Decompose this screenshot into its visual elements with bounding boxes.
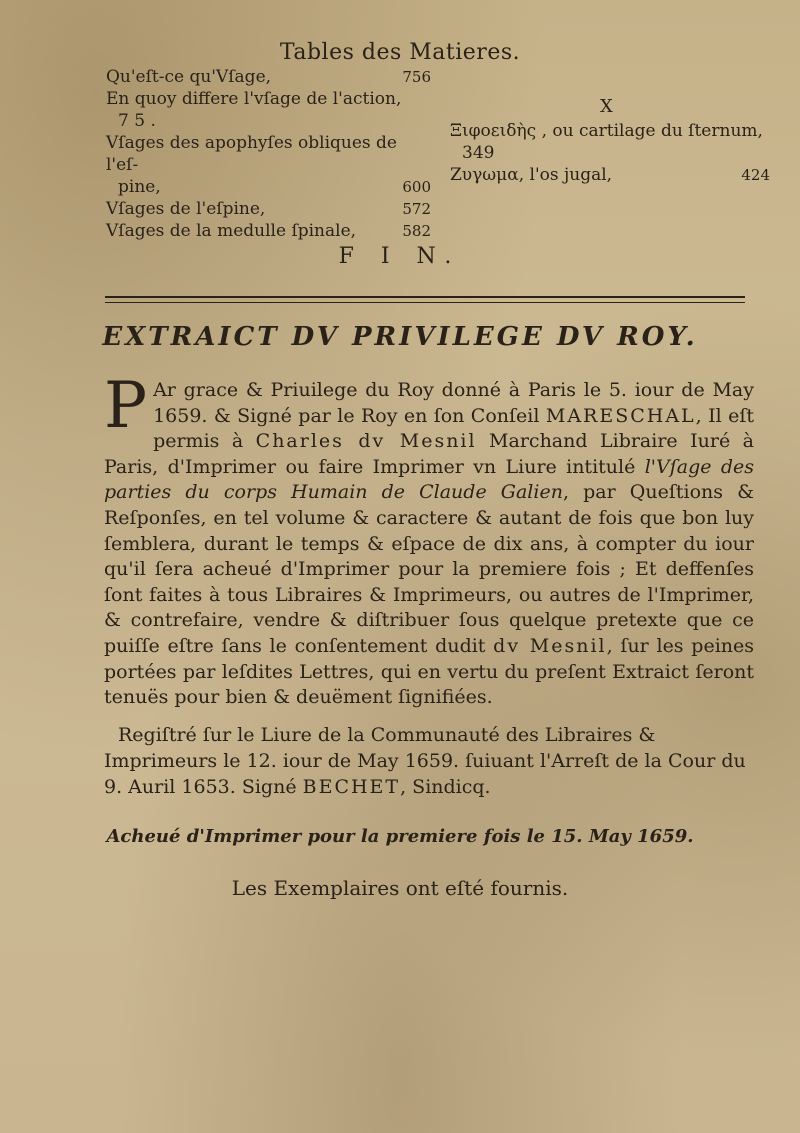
index-entry-page: 424 [741, 166, 770, 184]
copies-deposited-note: Les Exemplaires ont eſté fournis. [231, 876, 569, 900]
syndic-name: BECHET [302, 776, 401, 798]
index-entry-label: Qu'eſt-ce qu'Vſage, [106, 67, 272, 87]
index-entry-label: En quoy differe l'vſage de l'action, [106, 89, 402, 109]
index-entry [106, 176, 431, 198]
index-column-right [450, 96, 770, 186]
registration-text: Regiſtré ſur le Liure de la Communauté des Libraires & Imprimeurs le 12. iour de May 1659. ſuiuant l'Arreſt de la Cour du 9. Auril 1653. Signé [104, 724, 746, 798]
index-entry-page: 600 [402, 178, 431, 196]
index-entry-page: 756 [402, 68, 431, 86]
privilege-text: Ar grace & Priuilege du Roy donné à Paris le 5. iour de May 1659. & Signé par le Roy en ſon Conſeil [153, 379, 754, 427]
index-entry-label: 349 [462, 143, 495, 163]
privilege-text: , par Queſtions & Reſponſes, en tel volume & caractere & autant de fois que bon luy ſemblera, durant le temps & eſpace de dix ans, à compter du iour qu'il ſera acheué d'Imprimer pour la premiere fois ; Et deffenſes ſont faites à tous Libraires & Imprimeurs, ou autres de l'Imprimer, & contrefaire, vendre & diſtribuer ſous quelque pretexte que ce puiſſe eſtre ſans le conſentement dudit [104, 481, 755, 657]
index-entry-label: Ζυγωμα, l'os jugal, [450, 165, 613, 185]
divider-rule [105, 296, 745, 303]
privilege-paragraph [104, 369, 755, 711]
privilege-text: Marchand Libraire Iuré à Paris, d'Imprimer ou faire Imprimer vn Liure intitulé [104, 430, 754, 478]
publisher-name: Charles dv Mesnil [255, 430, 477, 453]
index-entry-page: 582 [402, 222, 431, 240]
privilege-text: , Il eſt permis à [153, 404, 754, 453]
privilege-title: EXTRAICT DV PRIVILEGE DV ROY. [102, 322, 698, 352]
publisher-name-short: dv Mesnil [493, 634, 607, 657]
index-entry-label: pine, [118, 177, 161, 197]
index-entry [106, 88, 431, 110]
index-entry [450, 142, 770, 164]
fin-heading: F I N. [338, 244, 462, 269]
index-entry-label: Vſages des apophyſes obliques de l'eſ- [106, 133, 397, 175]
index-entry-label: Ξιφοειδὴς , ou cartilage du ſternum, [450, 121, 763, 141]
index-entry-label: Vſages de la medulle ſpinale, [106, 221, 357, 241]
privilege-signer: MARESCHAL [545, 404, 696, 427]
index-letter: X [600, 96, 613, 117]
index-entry [106, 198, 431, 220]
index-entry [450, 164, 770, 186]
index-column-left [106, 66, 431, 242]
running-title: Tables des Matieres. [279, 40, 521, 65]
registration-paragraph [104, 722, 754, 800]
index-entry [106, 220, 431, 242]
printing-completed-note: Acheué d'Imprimer pour la premiere fois le 15. May 1659. [106, 826, 694, 847]
index-entry-label: 7 5 . [118, 111, 156, 131]
index-entry [106, 66, 431, 88]
privilege-text: , ſur les peines portées par leſdites Lettres, qui en vertu du preſent Extraict ſeront tenuës pour bien & deuëment ſignifiées. [104, 634, 754, 709]
registration-text: , Sindicq. [400, 776, 491, 798]
index-entry-page: 572 [402, 200, 431, 218]
index-entry-label: Vſages de l'eſpine, [106, 199, 266, 219]
index-entry [106, 110, 431, 132]
drop-cap: P [104, 369, 148, 443]
book-title: l'Vſage des parties du corps Humain de Claude Galien [104, 455, 755, 504]
index-entry [106, 132, 431, 176]
index-letter-heading [450, 96, 770, 120]
index-entry [450, 120, 770, 142]
